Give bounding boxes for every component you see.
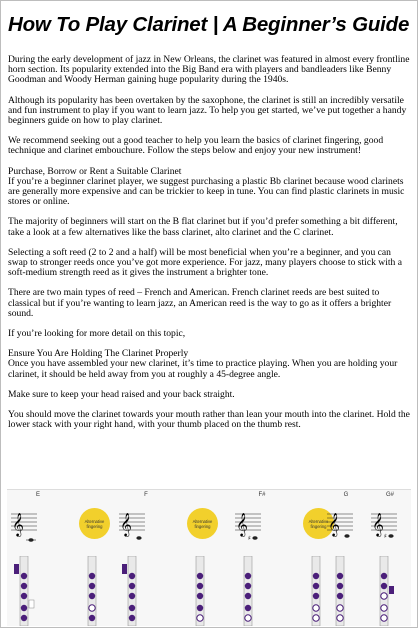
fingering-chart-image: [7, 489, 411, 626]
paragraph: Make sure to keep your head raised and your back straight.: [8, 388, 235, 400]
clarinet-fingering-diagram: [237, 556, 259, 626]
alternative-fingering-badge: Alternative fingering: [79, 508, 110, 539]
clarinet-fingering-diagram: [305, 556, 327, 626]
svg-text:𝄞: 𝄞: [120, 512, 132, 536]
section-heading: Ensure You Are Holding The Clarinet Properly: [8, 348, 189, 360]
clarinet-fingering-diagram: [121, 556, 143, 626]
paragraph: Selecting a soft reed (2 to 2 and a half) will be most beneficial when you’re a beginner, and you can swap to stronger reeds once you’ve got more experience. For jazz, many players choose to stick with a soft-medium strength reed as it gives the instrument a brighter tone.: [8, 246, 403, 279]
note-label: F#: [258, 492, 266, 498]
clarinet-fingering-diagram: [189, 556, 211, 626]
treble-clef-staff: [327, 500, 353, 550]
note-label: F: [144, 492, 148, 498]
svg-text:𝄞: 𝄞: [328, 512, 340, 536]
alternative-fingering-badge: Alternative fingering: [187, 508, 218, 539]
page-title: How To Play Clarinet | A Beginner’s Guide: [8, 13, 410, 36]
clarinet-fingering-diagram: [13, 556, 35, 626]
fingering-panel-f: [117, 490, 175, 626]
note-label: E: [35, 492, 40, 498]
paragraph: You should move the clarinet towards your mouth rather than lean your mouth into the clarinet. Hold the lower stack with your right hand, with your thumb placed on the thumb rest.: [8, 409, 410, 431]
svg-text:♯: ♯: [384, 533, 387, 540]
fingering-panel-g-sharp: [369, 490, 411, 626]
section-text: Once you have assembled your new clarinet, it’s time to practice playing. When you are holding your clarinet, it should be held away from you at roughly a 45-degree angle.: [8, 358, 398, 380]
section-holding: [8, 349, 412, 380]
paragraph: The majority of beginners will start on the B flat clarinet but if you’d prefer something a bit different, take a look at a few alternatives like the bass clarinet, alto clarinet and the C clarinet.: [8, 216, 398, 238]
svg-text:♯: ♯: [248, 535, 251, 542]
clarinet-fingering-diagram: [329, 556, 351, 626]
section-purchase: [8, 167, 412, 208]
alternative-fingering-badge: Alternative fingering: [303, 508, 334, 539]
fingering-panel-g: [325, 490, 367, 626]
clarinet-fingering-diagram: [81, 556, 103, 626]
fingering-panel-e: [9, 490, 67, 626]
article-body: [8, 55, 412, 440]
paragraph: There are two main types of reed – French and American. French clarinet reeds are best suited to classical but if you’re wanting to learn jazz, an American reed is the way to go as it offers a brighter sound.: [8, 287, 392, 319]
svg-text:𝄞: 𝄞: [372, 512, 384, 536]
note-label: G: [343, 492, 349, 498]
treble-clef-staff: [11, 500, 37, 550]
note-label: G#: [385, 492, 394, 498]
treble-clef-staff: [119, 500, 145, 550]
paragraph: Although its popularity has been overtaken by the saxophone, the clarinet is still an incredibly versatile and fun instrument to play if you want to learn jazz. To help you get started, we’ve put together a handy beginners guide on how to play clarinet.: [8, 94, 407, 127]
section-text: If you’re a beginner clarinet player, we suggest purchasing a plastic Bb clarinet because wood clarinets are generally more expensive and can be trickier to keep in tune. You can find plastic clarinets in music stores or online.: [8, 175, 405, 208]
section-heading: Purchase, Borrow or Rent a Suitable Clarinet: [8, 165, 182, 177]
paragraph: If you’re looking for more detail on this topic,: [8, 328, 186, 340]
paragraph: We recommend seeking out a good teacher to help you learn the basics of clarinet fingering, good technique and clarinet embouchure. Follow the steps below and enjoy your new instrument!: [8, 135, 384, 157]
treble-clef-staff: [235, 500, 261, 550]
paragraph: During the early development of jazz in New Orleans, the clarinet was featured in almost every frontline horn section. Its popularity extended into the Big Band era with players and bandleaders like Benny Goodman and Woody Herman gaining huge popularity during the 1940s.: [8, 54, 410, 86]
clarinet-fingering-diagram: [373, 556, 395, 626]
svg-text:𝄞: 𝄞: [236, 512, 248, 536]
fingering-panel-f-sharp: [233, 490, 291, 626]
svg-text:𝄞: 𝄞: [12, 512, 24, 536]
treble-clef-staff: [371, 500, 397, 550]
fingering-panel-f-alt: [175, 490, 233, 626]
